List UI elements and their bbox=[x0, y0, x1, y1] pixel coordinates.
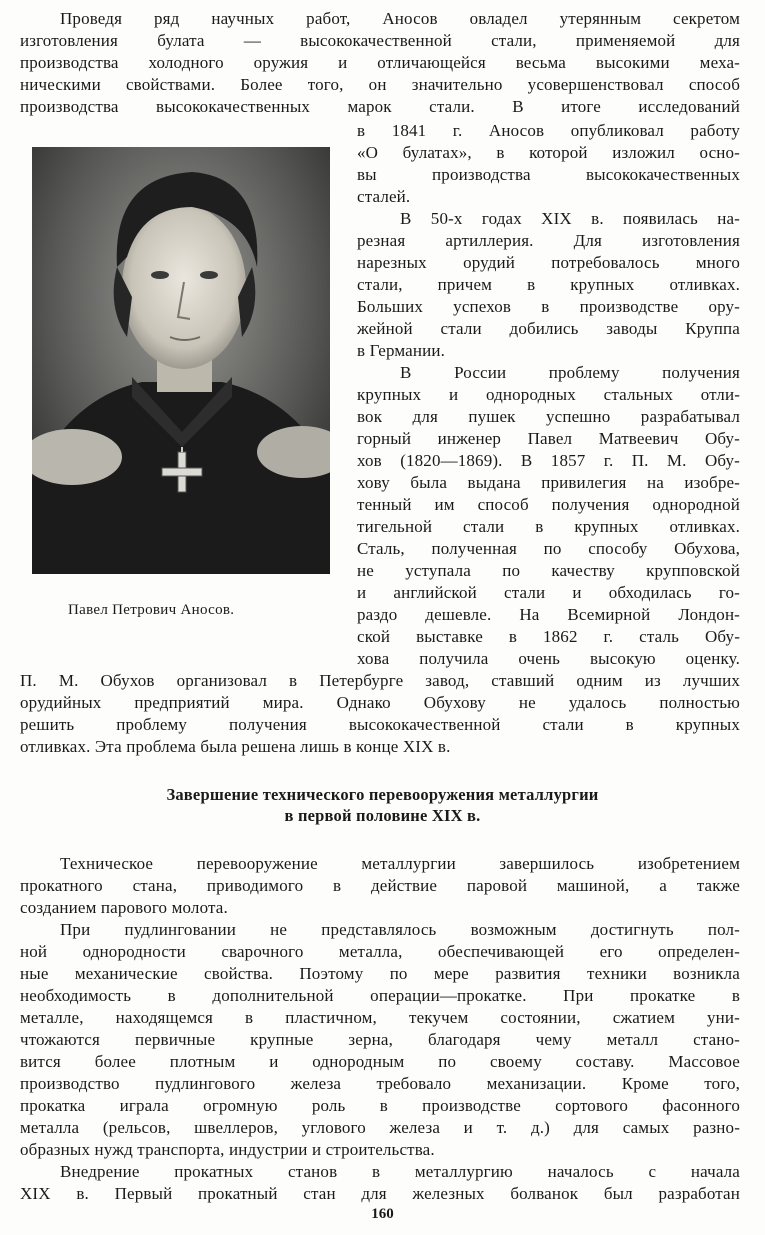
text-line: ническими свойствами. Более того, он значительно усовершенствовал способ bbox=[20, 75, 740, 94]
text-line: стали, причем в крупных отливках. bbox=[357, 275, 740, 294]
text-line: хов (1820—1869). В 1857 г. П. М. Обу- bbox=[357, 451, 740, 470]
text-line: ные механические свойства. Поэтому по мере развития техники возникла bbox=[20, 964, 740, 983]
text-line: «О булатах», в которой изложил осно- bbox=[357, 143, 740, 162]
text-line: раздо дешевле. На Всемирной Лондон- bbox=[357, 605, 740, 624]
text-line: Техническое перевооружение металлургии завершилось изобретением bbox=[60, 854, 740, 873]
text-line: П. М. Обухов организовал в Петербурге завод, ставший одним из лучших bbox=[20, 671, 740, 690]
text-line: резная артиллерия. Для изготовления bbox=[357, 231, 740, 250]
text-line: хова получила очень высокую оценку. bbox=[357, 649, 740, 668]
text-line: производства высококачественных марок стали. В итоге исследований bbox=[20, 97, 740, 116]
text-line: изготовления булата — высококачественной стали, применяемой для bbox=[20, 31, 740, 50]
text-line: нарезных орудий потребовалось много bbox=[357, 253, 740, 272]
text-line: необходимость в дополнительной операции—прокатке. При прокатке в bbox=[20, 986, 740, 1005]
text-line: вится более плотным и однородным по своему составу. Массовое bbox=[20, 1052, 740, 1071]
text-line: жейной стали добились заводы Круппа bbox=[357, 319, 740, 338]
text-line: крупных и однородных стальных отли- bbox=[357, 385, 740, 404]
text-line: Больших успехов в производстве ору- bbox=[357, 297, 740, 316]
text-line: тигельной стали в крупных отливках. bbox=[357, 517, 740, 536]
text-line: ской выставке в 1862 г. сталь Обу- bbox=[357, 627, 740, 646]
text-line: не уступала по качеству крупповской bbox=[357, 561, 740, 580]
section-heading: в первой половине XIX в. bbox=[284, 806, 481, 825]
text-line: производство пудлингового железа требовало механизации. Кроме того, bbox=[20, 1074, 740, 1093]
text-line: решить проблему получения высококачественной стали в крупных bbox=[20, 715, 740, 734]
text-line: отливках. Эта проблема была решена лишь в конце XIX в. bbox=[20, 737, 451, 756]
text-line: XIX в. Первый прокатный стан для железных болванок был разработан bbox=[20, 1184, 740, 1203]
text-line: При пудлинговании не представлялось возможным достигнуть пол- bbox=[60, 920, 740, 939]
text-line: образных нужд транспорта, индустрии и строительства. bbox=[20, 1140, 435, 1159]
text-line: производства холодного оружия и отличающейся весьма высокими меха- bbox=[20, 53, 740, 72]
text-line: орудийных предприятий мира. Однако Обухову не удалось полностью bbox=[20, 693, 740, 712]
portrait-image bbox=[32, 147, 330, 574]
text-line: прокатного стана, приводимого в действие паровой машиной, а также bbox=[20, 876, 740, 895]
text-line: Проведя ряд научных работ, Аносов овладел утерянным секретом bbox=[60, 9, 740, 28]
text-line: В 50-х годах XIX в. появилась на- bbox=[400, 209, 740, 228]
text-line: чтожаются первичные крупные зерна, благодаря чему металл стано- bbox=[20, 1030, 740, 1049]
text-line: в 1841 г. Аносов опубликовал работу bbox=[357, 121, 740, 140]
text-line: созданием парового молота. bbox=[20, 898, 228, 917]
text-line: металла (рельсов, швеллеров, углового железа и т. д.) для самых разно- bbox=[20, 1118, 740, 1137]
text-line: вок для пушек успешно разрабатывал bbox=[357, 407, 740, 426]
text-line: горный инженер Павел Матвеевич Обу- bbox=[357, 429, 740, 448]
text-line: Сталь, полученная по способу Обухова, bbox=[357, 539, 740, 558]
text-line: и английской стали и обходилась го- bbox=[357, 583, 740, 602]
text-line: в Германии. bbox=[357, 341, 445, 360]
text-line: ной однородности сварочного металла, обеспечивающей его определен- bbox=[20, 942, 740, 961]
text-line: сталей. bbox=[357, 187, 411, 206]
text-line: тенный им способ получения однородной bbox=[357, 495, 740, 514]
text-line: металле, находящемся в пластичном, текучем состоянии, сжатием уни- bbox=[20, 1008, 740, 1027]
figure-caption: Павел Петрович Аносов. bbox=[68, 602, 235, 618]
text-line: хову была выдана привилегия на изобре- bbox=[357, 473, 740, 492]
text-line: Внедрение прокатных станов в металлургию началось с начала bbox=[60, 1162, 740, 1181]
text-line: В России проблему получения bbox=[400, 363, 740, 382]
text-line: вы производства высококачественных bbox=[357, 165, 740, 184]
page-number: 160 bbox=[371, 1206, 394, 1222]
section-heading: Завершение технического перевооружения металлургии bbox=[166, 785, 599, 804]
text-line: прокатка играла огромную роль в производстве сортового фасонного bbox=[20, 1096, 740, 1115]
